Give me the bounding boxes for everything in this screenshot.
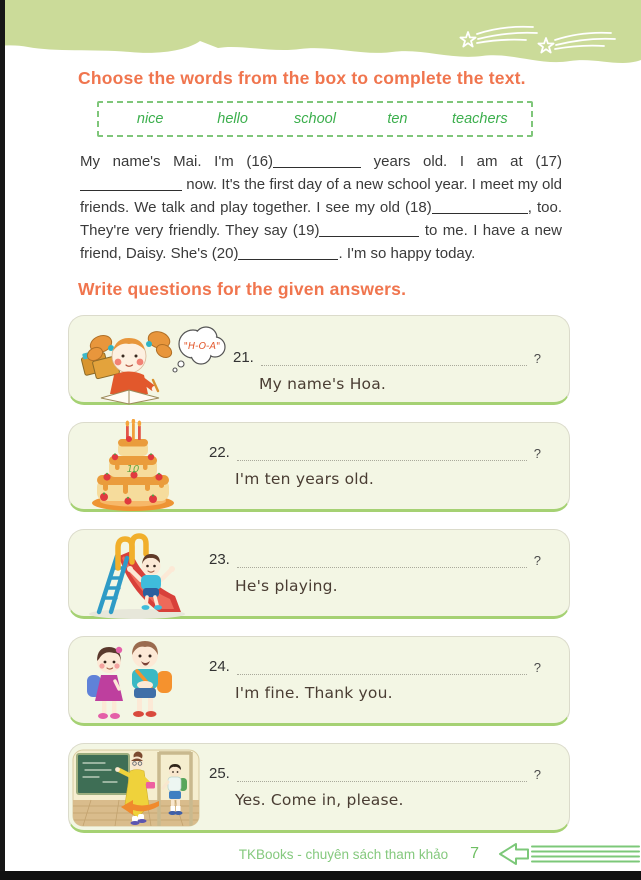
- cake-number: 10: [126, 464, 140, 475]
- question-mark: ?: [533, 766, 541, 782]
- girl: [87, 647, 123, 719]
- blank-19[interactable]: [319, 223, 419, 237]
- answer-write-line[interactable]: [261, 351, 527, 366]
- illustration-classroom-scene: [69, 744, 197, 830]
- worksheet-content: [0, 68, 641, 850]
- given-answer: He's playing.: [235, 576, 338, 595]
- blank-17[interactable]: [80, 177, 182, 191]
- answer-write-line[interactable]: [237, 446, 527, 461]
- question-card-22: [68, 422, 570, 512]
- given-answer: Yes. Come in, please.: [235, 790, 404, 809]
- question-number: 21.: [233, 349, 254, 366]
- word-bank-item: nice: [136, 111, 164, 127]
- back-arrow-icon: [491, 841, 641, 867]
- illustration-boy-on-slide: [69, 530, 197, 616]
- paragraph-text: years old. I am at (17): [361, 153, 562, 170]
- question-card-21: [68, 315, 570, 405]
- question-number: 24.: [209, 657, 230, 675]
- word-bank-item: teachers: [452, 111, 508, 127]
- word-bank-item: school: [294, 111, 336, 127]
- page-bottom-edge: [0, 871, 641, 880]
- question-mark: ?: [533, 659, 541, 675]
- paragraph-text: My name's Mai. I'm (16): [80, 153, 274, 170]
- blank-16[interactable]: [273, 154, 361, 168]
- paragraph-text: , too. They're very friendly. They say (19): [80, 199, 563, 239]
- given-answer: I'm ten years old.: [235, 469, 374, 488]
- word-bank-box: [97, 101, 533, 137]
- page-footer: [0, 841, 641, 867]
- question-number: 22.: [209, 443, 230, 461]
- bubble-text: "H-O-A": [183, 341, 221, 352]
- illustration-girl-writing: [69, 316, 221, 402]
- paragraph-text: now. It's the first day of a new school year. I meet my old friends. We talk and play together. I see my old (18): [80, 176, 562, 216]
- blank-18[interactable]: [432, 200, 528, 214]
- publisher-brand: TKBooks - chuyên sách tham khảo: [238, 846, 449, 862]
- wave-shape: [0, 0, 641, 63]
- boy: [132, 641, 172, 717]
- illustration-birthday-cake: [69, 423, 197, 509]
- speech-bubble: [173, 327, 225, 372]
- answer-write-line[interactable]: [237, 767, 527, 782]
- question-card-23: [68, 529, 570, 619]
- question-card-25: [68, 743, 570, 833]
- question-mark: ?: [533, 552, 541, 568]
- question-mark: ?: [533, 351, 541, 366]
- section-title-choose-words: Choose the words from the box to complete the text.: [78, 68, 526, 88]
- paragraph-text: to me. I have a new friend, Daisy. She's (20): [80, 222, 562, 262]
- word-bank-item: hello: [217, 111, 248, 127]
- question-card-24: [68, 636, 570, 726]
- gap-fill-paragraph: [80, 150, 562, 265]
- page-left-edge: [0, 0, 5, 880]
- question-cards: [0, 315, 641, 833]
- word-bank-item: ten: [387, 111, 408, 127]
- section-title-write-questions: Write questions for the given answers.: [78, 279, 407, 299]
- paragraph-text: . I'm so happy today.: [338, 245, 476, 262]
- given-answer: My name's Hoa.: [259, 375, 387, 393]
- given-answer: I'm fine. Thank you.: [235, 683, 393, 702]
- answer-write-line[interactable]: [237, 553, 527, 568]
- question-number: 25.: [209, 764, 230, 782]
- question-mark: ?: [533, 445, 541, 461]
- question-number: 23.: [209, 550, 230, 568]
- illustration-two-kids: [69, 637, 197, 723]
- page-number: 7: [470, 845, 479, 862]
- answer-write-line[interactable]: [237, 660, 527, 675]
- blank-20[interactable]: [238, 246, 338, 260]
